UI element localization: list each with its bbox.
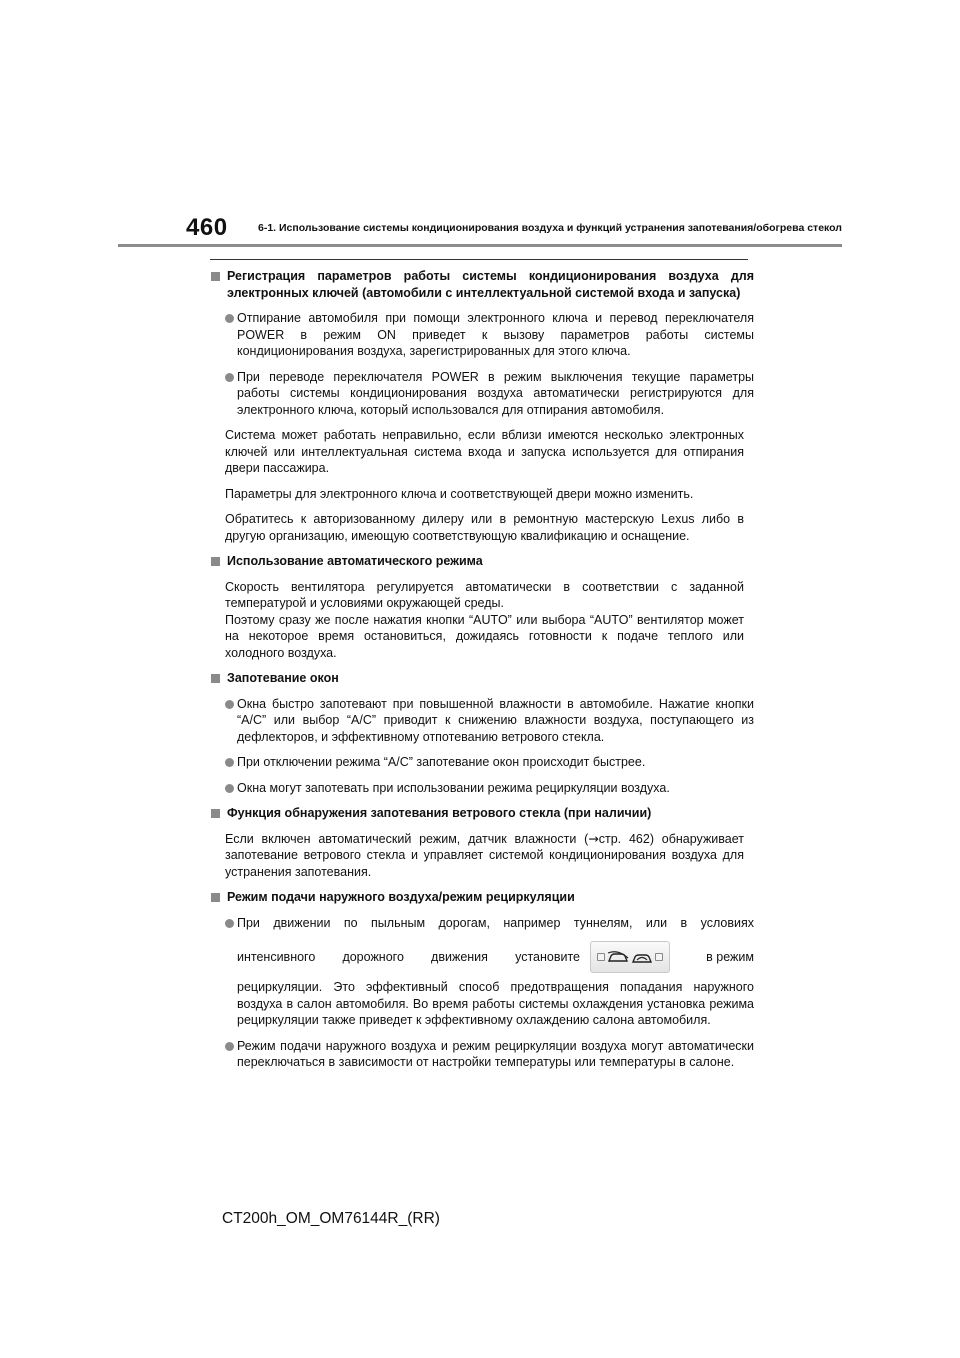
indicator-light-icon — [655, 953, 663, 961]
section-divider — [210, 259, 748, 260]
humidity-sensor-text-start: Если включен автоматический режим, датчик влажности ( — [225, 831, 589, 846]
page-content — [210, 268, 754, 1071]
paragraph-settings-change: Параметры для электронного ключа и соответствующей двери можно изменить. — [225, 486, 694, 501]
indicator-light-icon — [597, 953, 605, 961]
dusty-roads-rest: рециркуляции. Это эффективный способ предотвращения попадания наружного воздуха в салон автомобиля. Во время работы системы охлаждения установка режима рециркуляции также приведет к эффективному охлаждению салона автомобиля. — [237, 980, 754, 1027]
paragraph-malfunction-note: Система может работать неправильно, если вблизи имеются несколько электронных ключей или интеллектуальная система входа и запуска используется для отпирания двери пассажира. — [225, 428, 744, 475]
bullet-dusty-roads — [210, 915, 754, 1029]
chapter-title: 6-1. Использование системы кондиционирования воздуха и функций устранения запотевания/обогрева стекол — [258, 222, 842, 234]
bullet-ac-off-fogging: При отключении режима “A/C” запотевание окон происходит быстрее. — [210, 754, 754, 771]
page-reference-link[interactable]: стр. 462 — [598, 831, 650, 846]
paragraph-humidity-sensor — [210, 831, 754, 881]
paragraph-fan-stop: Поэтому сразу же после нажатия кнопки “AUTO” или выбора “AUTO” вентилятор может на некоторое время остановиться, дожидаясь готовности к подаче теплого или холодного воздуха. — [225, 612, 744, 660]
dusty-roads-line-1: При движении по пыльным дорогам, например туннелям, или в условиях — [237, 915, 754, 930]
section-title-key-registration: Регистрация параметров работы системы кондиционирования воздуха для электронных ключей (автомобили с интеллектуальной системой входа и запуска) — [210, 268, 754, 301]
arrow-ref-icon: → — [588, 830, 599, 846]
recirculation-mode-icon — [590, 941, 670, 973]
bullet-recirculation-fogging: Окна могут запотевать при использовании режима рециркуляции воздуха. — [210, 780, 754, 797]
section-title-fog-detection: Функция обнаружения запотевания ветрового стекла (при наличии) — [210, 805, 754, 822]
outside-air-car-icon — [607, 950, 629, 964]
paragraph-fan-speed: Скорость вентилятора регулируется автоматически в соответствии с заданной температурой и условиями окружающей среды. — [225, 579, 744, 610]
section-title-window-fogging: Запотевание окон — [210, 670, 754, 687]
bullet-unlock-recall: Отпирание автомобиля при помощи электронного ключа и перевод переключателя POWER в режим ON приведет к вызову параметров работы системы кондиционирования воздуха, зарегистрированных для этого ключа. — [210, 310, 754, 360]
header-divider — [118, 244, 842, 247]
bullet-auto-switch: Режим подачи наружного воздуха и режим рециркуляции воздуха могут автоматически переключаться в зависимости от настройки температуры или температуры в салоне. — [210, 1038, 754, 1071]
bullet-ac-dehumidify: Окна быстро запотевают при повышенной влажности в автомобиле. Нажатие кнопки “A/C” или выбор “A/C” приводит к снижению влажности воздуха, поступающего из дефлекторов, и эффективному отпотеванию ветрового стекла. — [210, 696, 754, 746]
footer-model-code: CT200h_OM_OM76144R_(RR) — [222, 1210, 440, 1227]
paragraph-contact-dealer: Обратитесь к авторизованному дилеру или в ремонтную мастерскую Lexus либо в другую организацию, имеющую соответствующую квалификацию и оснащение. — [225, 512, 744, 543]
bullet-power-off-register: При переводе переключателя POWER в режим выключения текущие параметры работы системы кондиционирования воздуха автоматически регистрируются для электронного ключа, который использовался для отпирания автомобиля. — [210, 369, 754, 419]
section-title-auto-mode: Использование автоматического режима — [210, 553, 754, 570]
section-title-air-intake: Режим подачи наружного воздуха/режим рециркуляции — [210, 889, 754, 906]
recirculation-car-icon — [631, 950, 653, 964]
page-header — [120, 214, 842, 248]
dusty-roads-line-2-end: в режим — [706, 949, 754, 964]
recirculation-icon-line — [237, 935, 754, 979]
dusty-roads-line-2: интенсивного дорожного движения установите — [237, 949, 580, 964]
page-number: 460 — [186, 214, 228, 241]
humidity-sensor-text-end: ) обнаруживает запотевание ветрового стекла и управляет системой кондиционирования воздуха для устранения запотевания. — [225, 831, 744, 879]
